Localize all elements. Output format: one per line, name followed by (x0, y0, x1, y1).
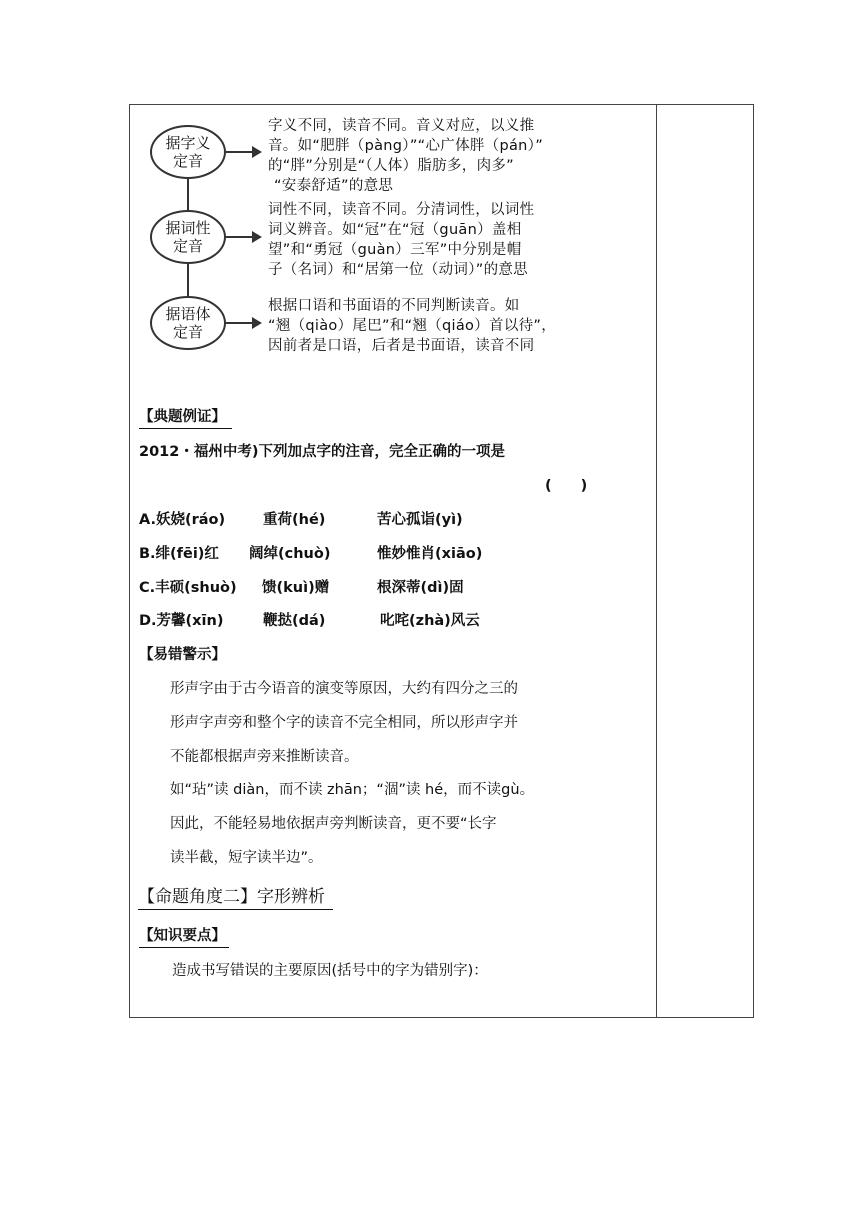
heading-text: 【易错警示】 (139, 647, 226, 663)
warning-heading (139, 643, 226, 664)
explanation-line: 因前者是口语，后者是书面语，读音不同 (268, 338, 535, 354)
warning-line: 不能都根据声旁来推断读音。 (170, 749, 359, 765)
option-d-2: 鞭挞(dá) (263, 613, 326, 629)
option-c-3: 根深蒂(dì)固 (377, 580, 464, 596)
heading-text: 【命题角度二】字形辨析 (138, 887, 325, 907)
heading-underline (138, 909, 333, 910)
explanation-line: 根据口语和书面语的不同判断读音。如 (268, 298, 520, 314)
explanation-line: “翘（qiào）尾巴”和“翘（qiáo）首以待”， (268, 318, 557, 334)
heading-text: 【典题例证】 (139, 409, 226, 425)
option-a-3: 苦心孤诣(yì) (377, 512, 463, 528)
option-c-2: 馈(kuì)赠 (262, 580, 330, 596)
option-a-2: 重荷(hé) (263, 512, 326, 528)
option-b-3: 惟妙惟肖(xiāo) (377, 546, 483, 562)
warning-line: 如“玷”读 diàn，而不读 zhān；“涸”读 hé，而不读gù。 (170, 782, 535, 798)
option-d-3: 叱咤(zhà)风云 (380, 613, 480, 629)
heading-text: 【知识要点】 (139, 928, 226, 944)
node-label: 据语体 (165, 305, 211, 323)
explanation-line: “安泰舒适”的意思 (274, 178, 394, 194)
arrow-icon (226, 151, 260, 153)
option-b-2: 阔绰(chuò) (249, 546, 331, 562)
explanation-meaning (268, 116, 618, 196)
node-register (150, 296, 226, 350)
explanation-register (268, 296, 618, 356)
column-divider (656, 104, 657, 1018)
heading-underline (139, 428, 232, 429)
connector-line (187, 262, 189, 298)
knowledge-heading (139, 924, 226, 945)
answer-blank: ( ) (545, 478, 588, 494)
warning-line: 形声字由于古今语音的演变等原因，大约有四分之三的 (170, 681, 518, 697)
node-part-of-speech (150, 210, 226, 264)
explanation-part-of-speech (268, 200, 618, 280)
node-label: 定音 (172, 152, 203, 170)
warning-line: 形声字声旁和整个字的读音不完全相同，所以形声字并 (170, 715, 518, 731)
explanation-line: 音。如“肥胖（pàng）”“心广体胖（pán）” (268, 138, 544, 154)
node-label: 定音 (172, 323, 203, 341)
question-text: 2012・福州中考)下列加点字的注音，完全正确的一项是 (139, 444, 505, 460)
explanation-line: 字义不同，读音不同。音义对应，以义推 (268, 118, 535, 134)
explanation-line: 子（名词）和“居第一位（动词）”的意思 (268, 262, 528, 278)
arrow-icon (226, 322, 260, 324)
explanation-line: 望”和“勇冠（guàn）三军”中分别是帽 (268, 242, 522, 258)
node-label: 定音 (172, 237, 203, 255)
node-meaning (150, 125, 226, 179)
heading-underline (139, 947, 229, 948)
option-d-1: D.芳馨(xīn) (139, 613, 224, 629)
warning-line: 因此，不能轻易地依据声旁判断读音，更不要“长字 (170, 816, 497, 832)
section2-heading (138, 882, 325, 907)
explanation-line: 词性不同，读音不同。分清词性，以词性 (268, 202, 535, 218)
option-c-1: C.丰硕(shuò) (139, 580, 237, 596)
explanation-line: 的“胖”分别是“（人体）脂肪多，肉多” (268, 158, 514, 174)
arrow-icon (226, 236, 260, 238)
node-label: 据词性 (165, 219, 211, 237)
explanation-line: 词义辨音。如“冠”在“冠（guān）盖相 (268, 222, 522, 238)
node-label: 据字义 (165, 134, 211, 152)
example-heading (139, 405, 226, 426)
warning-line: 读半截，短字读半边”。 (170, 850, 323, 866)
option-a-1: A.妖娆(ráo) (139, 512, 226, 528)
section2-intro: 造成书写错误的主要原因(括号中的字为错别字)： (172, 963, 488, 979)
option-b-1: B.绯(fēi)红 (139, 546, 219, 562)
